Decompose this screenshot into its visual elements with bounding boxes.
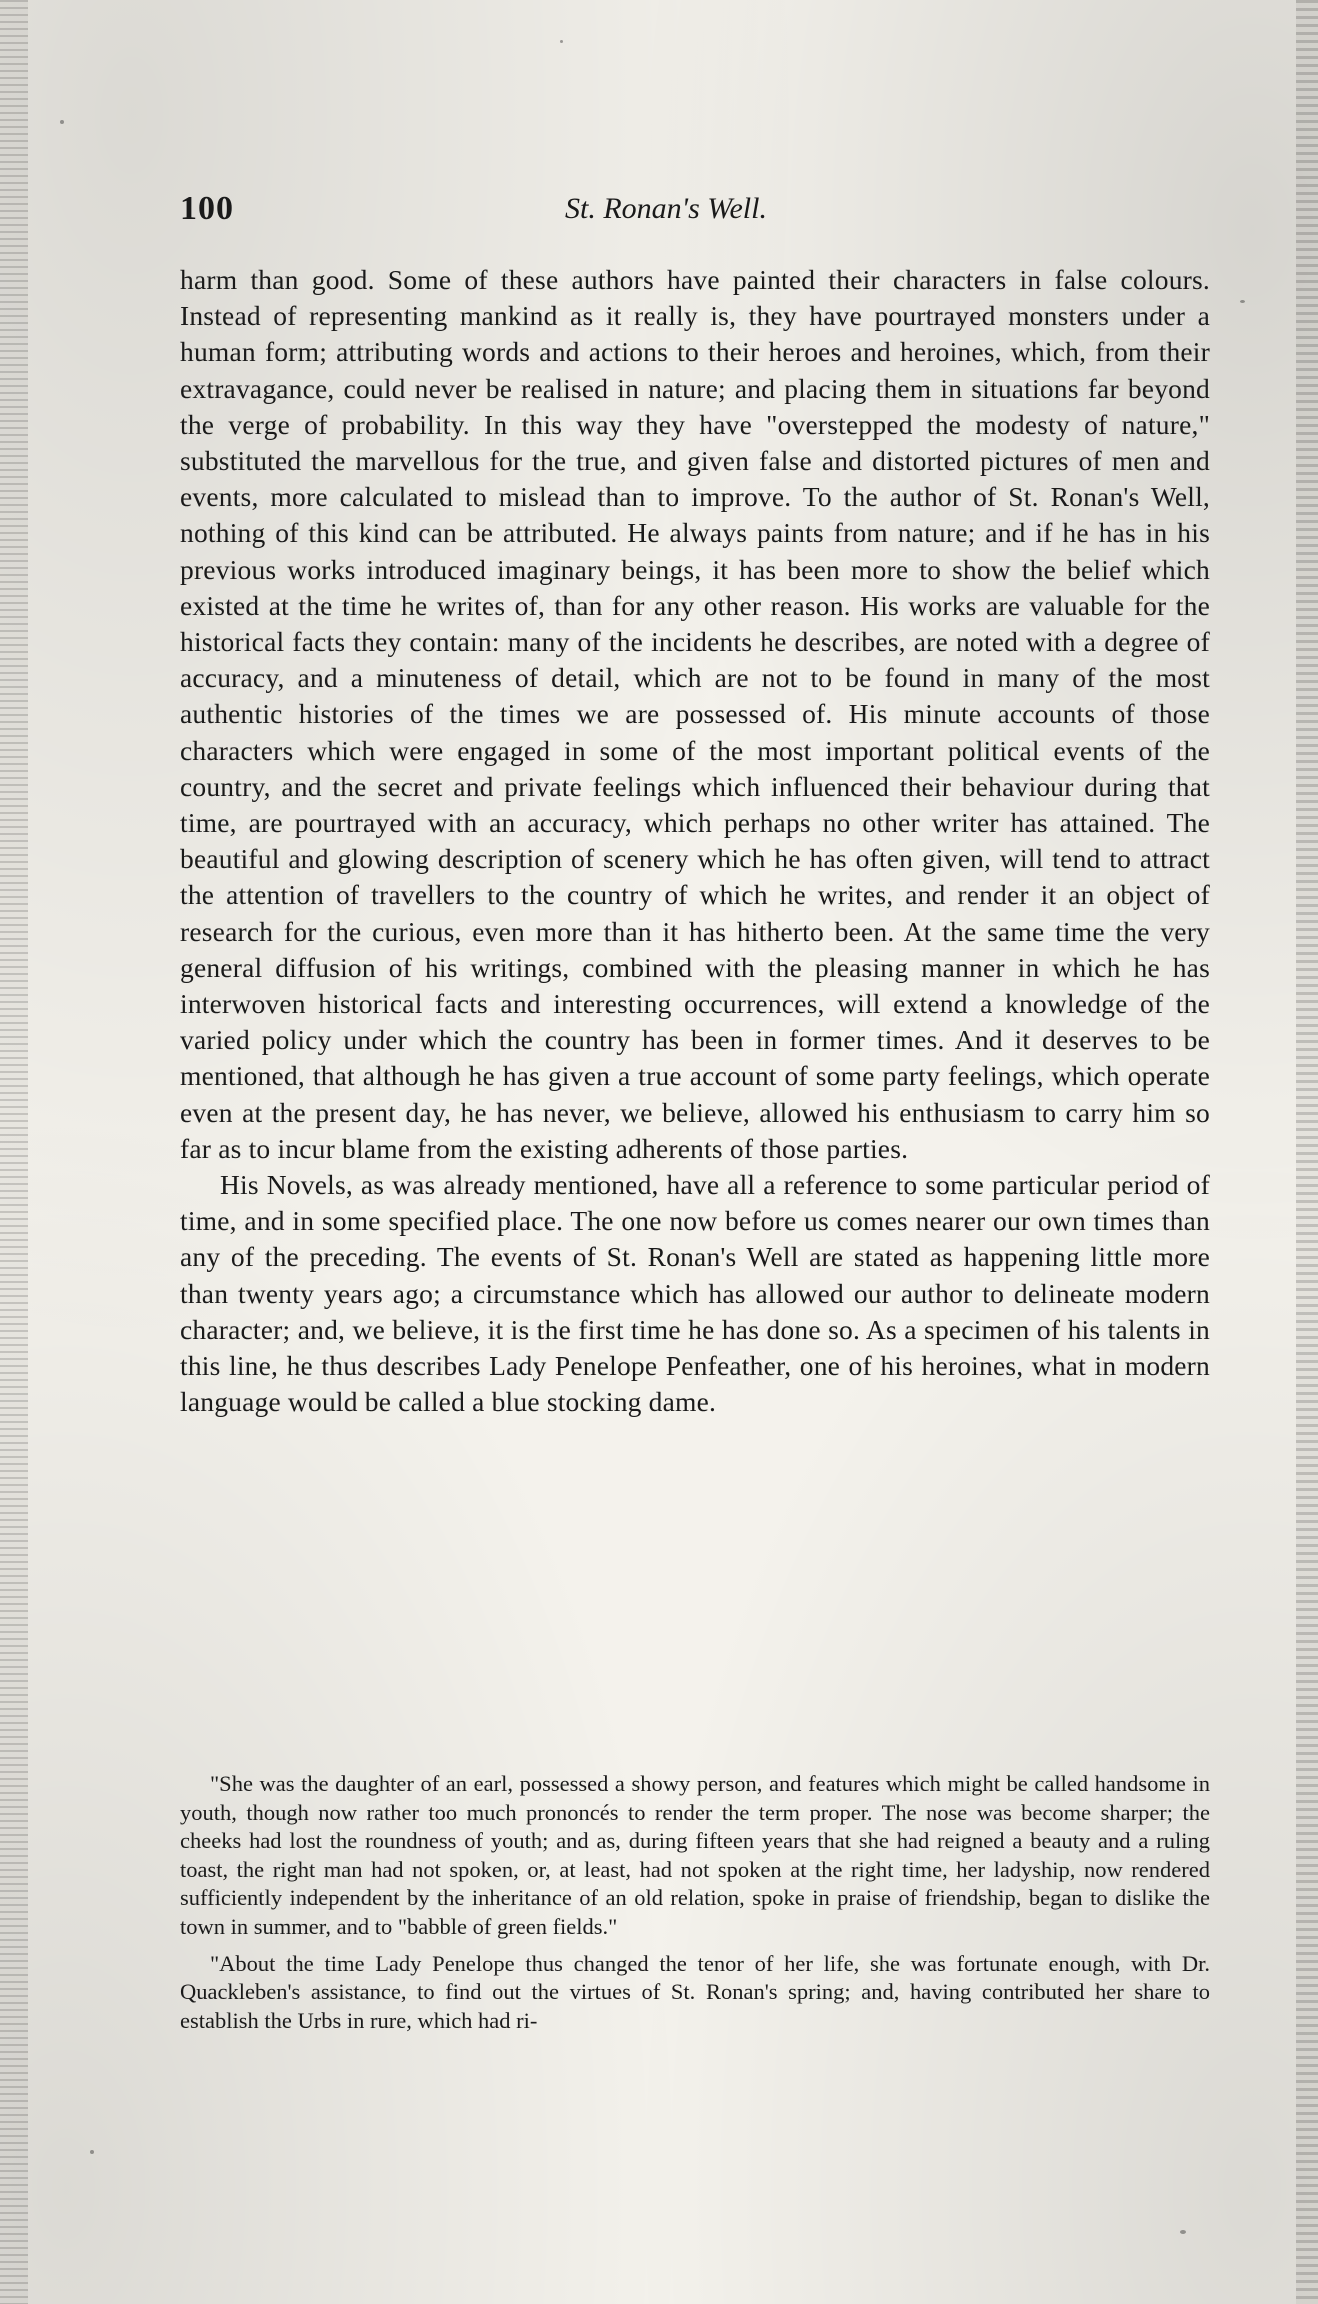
paragraph: His Novels, as was already mentioned, have all a reference to some particular period of time, and in some specified place. The one now before us comes nearer our own times than any of the preceding. The events of St. Ronan's Well are stated as happening little more than twenty years ago; a circumstance which has allowed our author to delineate modern character; and, we believe, it is the first time he has done so. As a specimen of his talents in this line, he thus describes Lady Penelope Penfeather, one of his heroines, what in modern language would be called a blue stocking dame. <box>180 1169 1210 1418</box>
page-header <box>180 190 1210 234</box>
paragraph: harm than good. Some of these authors have painted their characters in false colours. Instead of representing mankind as it really is, they have pourtrayed monsters under a human form; attributing words and actions to their heroes and heroines, which, from their extravagance, could never be realised in nature; and placing them in situations far beyond the verge of probability. In this way they have "overstepped the modesty of nature," substituted the marvellous for the true, and given false and distorted pictures of men and events, more calculated to mislead than to improve. To the author of St. Ronan's Well, nothing of this kind can be attributed. He always paints from nature; and if he has in his previous works introduced imaginary beings, it has been more to show the belief which existed at the time he writes of, than for any other reason. His works are valuable for the historical facts they contain: many of the incidents he describes, are noted with a degree of accuracy, and a minuteness of detail, which are not to be found in many of the most authentic histories of the times we are possessed of. His minute accounts of those characters which were engaged in some of the most important political events of the country, and the secret and private feelings which influenced their behaviour during that time, are pourtrayed with an accuracy, which perhaps no other writer has attained. The beautiful and glowing description of scenery which he has often given, will tend to attract the attention of travellers to the country of which he writes, and render it an object of research for the curious, even more than it has hitherto been. At the same time the very general diffusion of his writings, combined with the pleasing manner in which he has interwoven historical facts and interesting occurrences, will extend a knowledge of the varied policy under which the country has been in former times. And it deserves to be mentioned, that although he has given a true account of some party feelings, which operate even at the present day, he has never, we believe, allowed his enthusiasm to carry him so far as to incur blame from the existing adherents of those parties. <box>180 264 1210 1164</box>
scan-noise <box>1240 300 1245 303</box>
page-number: 100 <box>180 190 234 227</box>
scan-noise <box>90 2150 94 2154</box>
page-edge-left <box>0 0 28 2304</box>
main-text <box>180 262 1210 1421</box>
running-title: St. Ronan's Well. <box>565 192 767 225</box>
scan-noise <box>1180 2230 1186 2234</box>
page-edge-right <box>1296 0 1318 2304</box>
scan-noise <box>60 120 64 124</box>
quoted-passage <box>180 1770 1210 2043</box>
quotation-paragraph: "About the time Lady Penelope thus changed the tenor of her life, she was fortunate enough, with Dr. Quackleben's assistance, to find out the virtues of St. Ronan's spring; and, having contributed her share to establish the Urbs in rure, which had ri- <box>180 1950 1210 2033</box>
quotation-paragraph: "She was the daughter of an earl, possessed a showy person, and features which might be called handsome in youth, though now rather too much prononcés to render the term proper. The nose was become sharper; the cheeks had lost the roundness of youth; and as, during fifteen years that she had reigned a beauty and a ruling toast, the right man had not spoken, or, at least, had not spoken at the right time, her ladyship, now rendered sufficiently independent by the inheritance of an old relation, spoke in praise of friendship, began to dislike the town in summer, and to "babble of green fields." <box>180 1771 1210 1939</box>
scan-noise <box>560 40 563 43</box>
